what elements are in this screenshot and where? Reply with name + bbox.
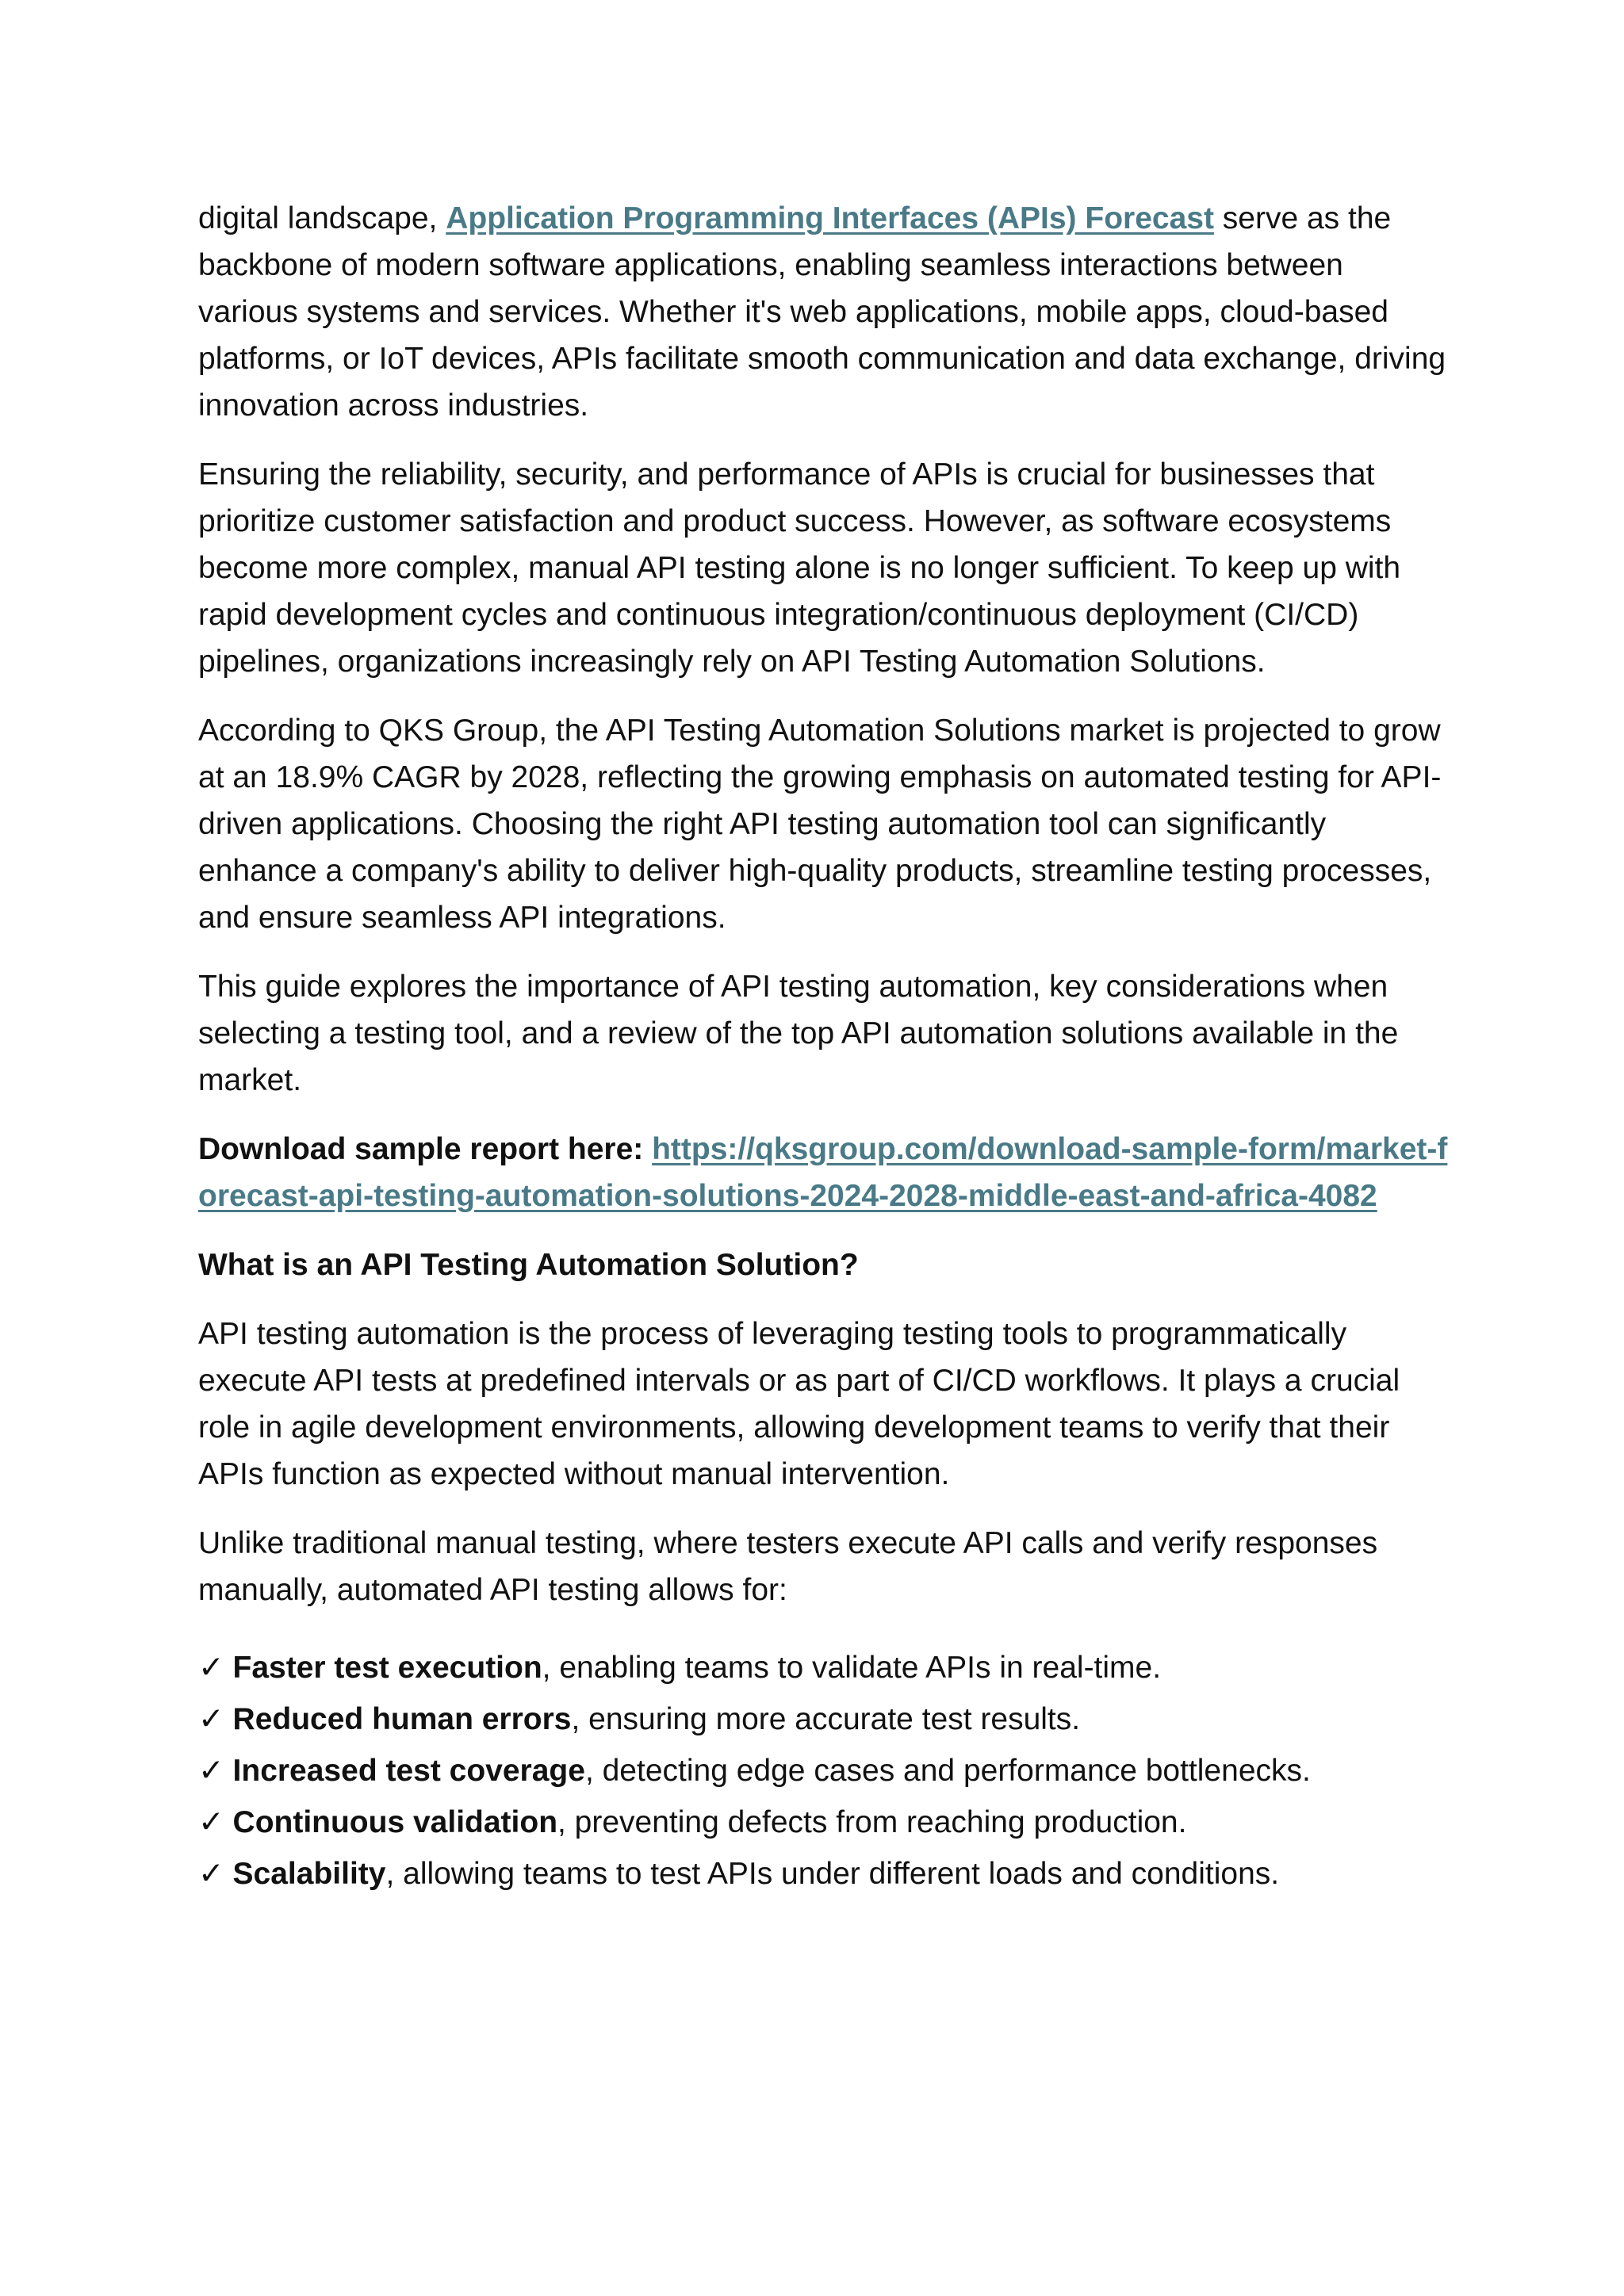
definition-paragraph: API testing automation is the process of leveraging testing tools to programmatically execute API tests at predefined intervals or as part of CI/CD workflows. It plays a crucial role in agile development environments, allowing development teams to verify that their APIs function as expected without manual intervention.	[198, 1317, 1400, 1491]
checkmark-icon: ✓	[198, 1702, 224, 1736]
list-item	[198, 1848, 1451, 1900]
market-paragraph: According to QKS Group, the API Testing Automation Solutions market is projected to grow at an 18.9% CAGR by 2028, reflecting the growing emphasis on automated testing for API-driven applications. Choosing the right API testing automation tool can significantly enhance a company's ability to deliver high-quality products, streamline testing processes, and ensure seamless API integrations.	[198, 714, 1442, 935]
apis-forecast-link[interactable]: Application Programming Interfaces (APIs) Forecast	[446, 201, 1214, 235]
checkmark-icon: ✓	[198, 1857, 224, 1891]
benefit-title: Scalability	[232, 1857, 386, 1891]
checkmark-icon: ✓	[198, 1651, 224, 1685]
section-heading: What is an API Testing Automation Solution?	[198, 1248, 859, 1282]
benefit-title: Faster test execution	[232, 1651, 542, 1685]
benefit-desc: , enabling teams to validate APIs in real-time.	[542, 1651, 1162, 1685]
checkmark-icon: ✓	[198, 1805, 224, 1839]
list-item	[198, 1642, 1451, 1693]
benefits-intro-paragraph: Unlike traditional manual testing, where testers execute API calls and verify responses manually, automated API testing allows for:	[198, 1526, 1378, 1607]
reliability-paragraph: Ensuring the reliability, security, and performance of APIs is crucial for businesses that prioritize customer satisfaction and product success. However, as software ecosystems become more complex, manual API testing alone is no longer sufficient. To keep up with rapid development cycles and continuous integration/continuous deployment (CI/CD) pipelines, organizations increasingly rely on API Testing Automation Solutions.	[198, 457, 1401, 679]
download-label: Download sample report here:	[198, 1132, 653, 1166]
benefit-title: Reduced human errors	[232, 1702, 572, 1736]
benefit-title: Increased test coverage	[232, 1754, 585, 1788]
intro-text-after: serve as the backbone of modern software applications, enabling seamless interactions between various systems and services. Whether it's web applications, mobile apps, cloud-based platforms, or IoT devices, APIs facilitate smooth communication and data exchange, driving innovation across industries.	[198, 201, 1446, 423]
document-page	[198, 195, 1451, 1900]
intro-paragraph	[198, 195, 1451, 429]
benefit-desc: , allowing teams to test APIs under different loads and conditions.	[385, 1857, 1280, 1891]
benefit-desc: , detecting edge cases and performance bottlenecks.	[584, 1754, 1311, 1788]
benefit-desc: , ensuring more accurate test results.	[571, 1702, 1081, 1736]
benefits-list	[198, 1642, 1451, 1900]
benefit-title: Continuous validation	[232, 1805, 558, 1839]
checkmark-icon: ✓	[198, 1754, 224, 1788]
benefit-desc: , preventing defects from reaching production.	[557, 1805, 1187, 1839]
intro-text-before: digital landscape,	[198, 201, 446, 235]
download-paragraph	[198, 1126, 1451, 1219]
list-item	[198, 1797, 1451, 1848]
guide-paragraph: This guide explores the importance of API testing automation, key considerations when selecting a testing tool, and a review of the top API automation solutions available in the market.	[198, 970, 1399, 1097]
list-item	[198, 1693, 1451, 1745]
download-sample-link[interactable]: https://qksgroup.com/download-sample-form/market-forecast-api-testing-automation-solutions-2024-2028-middle-east-and-africa-4082	[198, 1132, 1448, 1213]
list-item	[198, 1745, 1451, 1797]
